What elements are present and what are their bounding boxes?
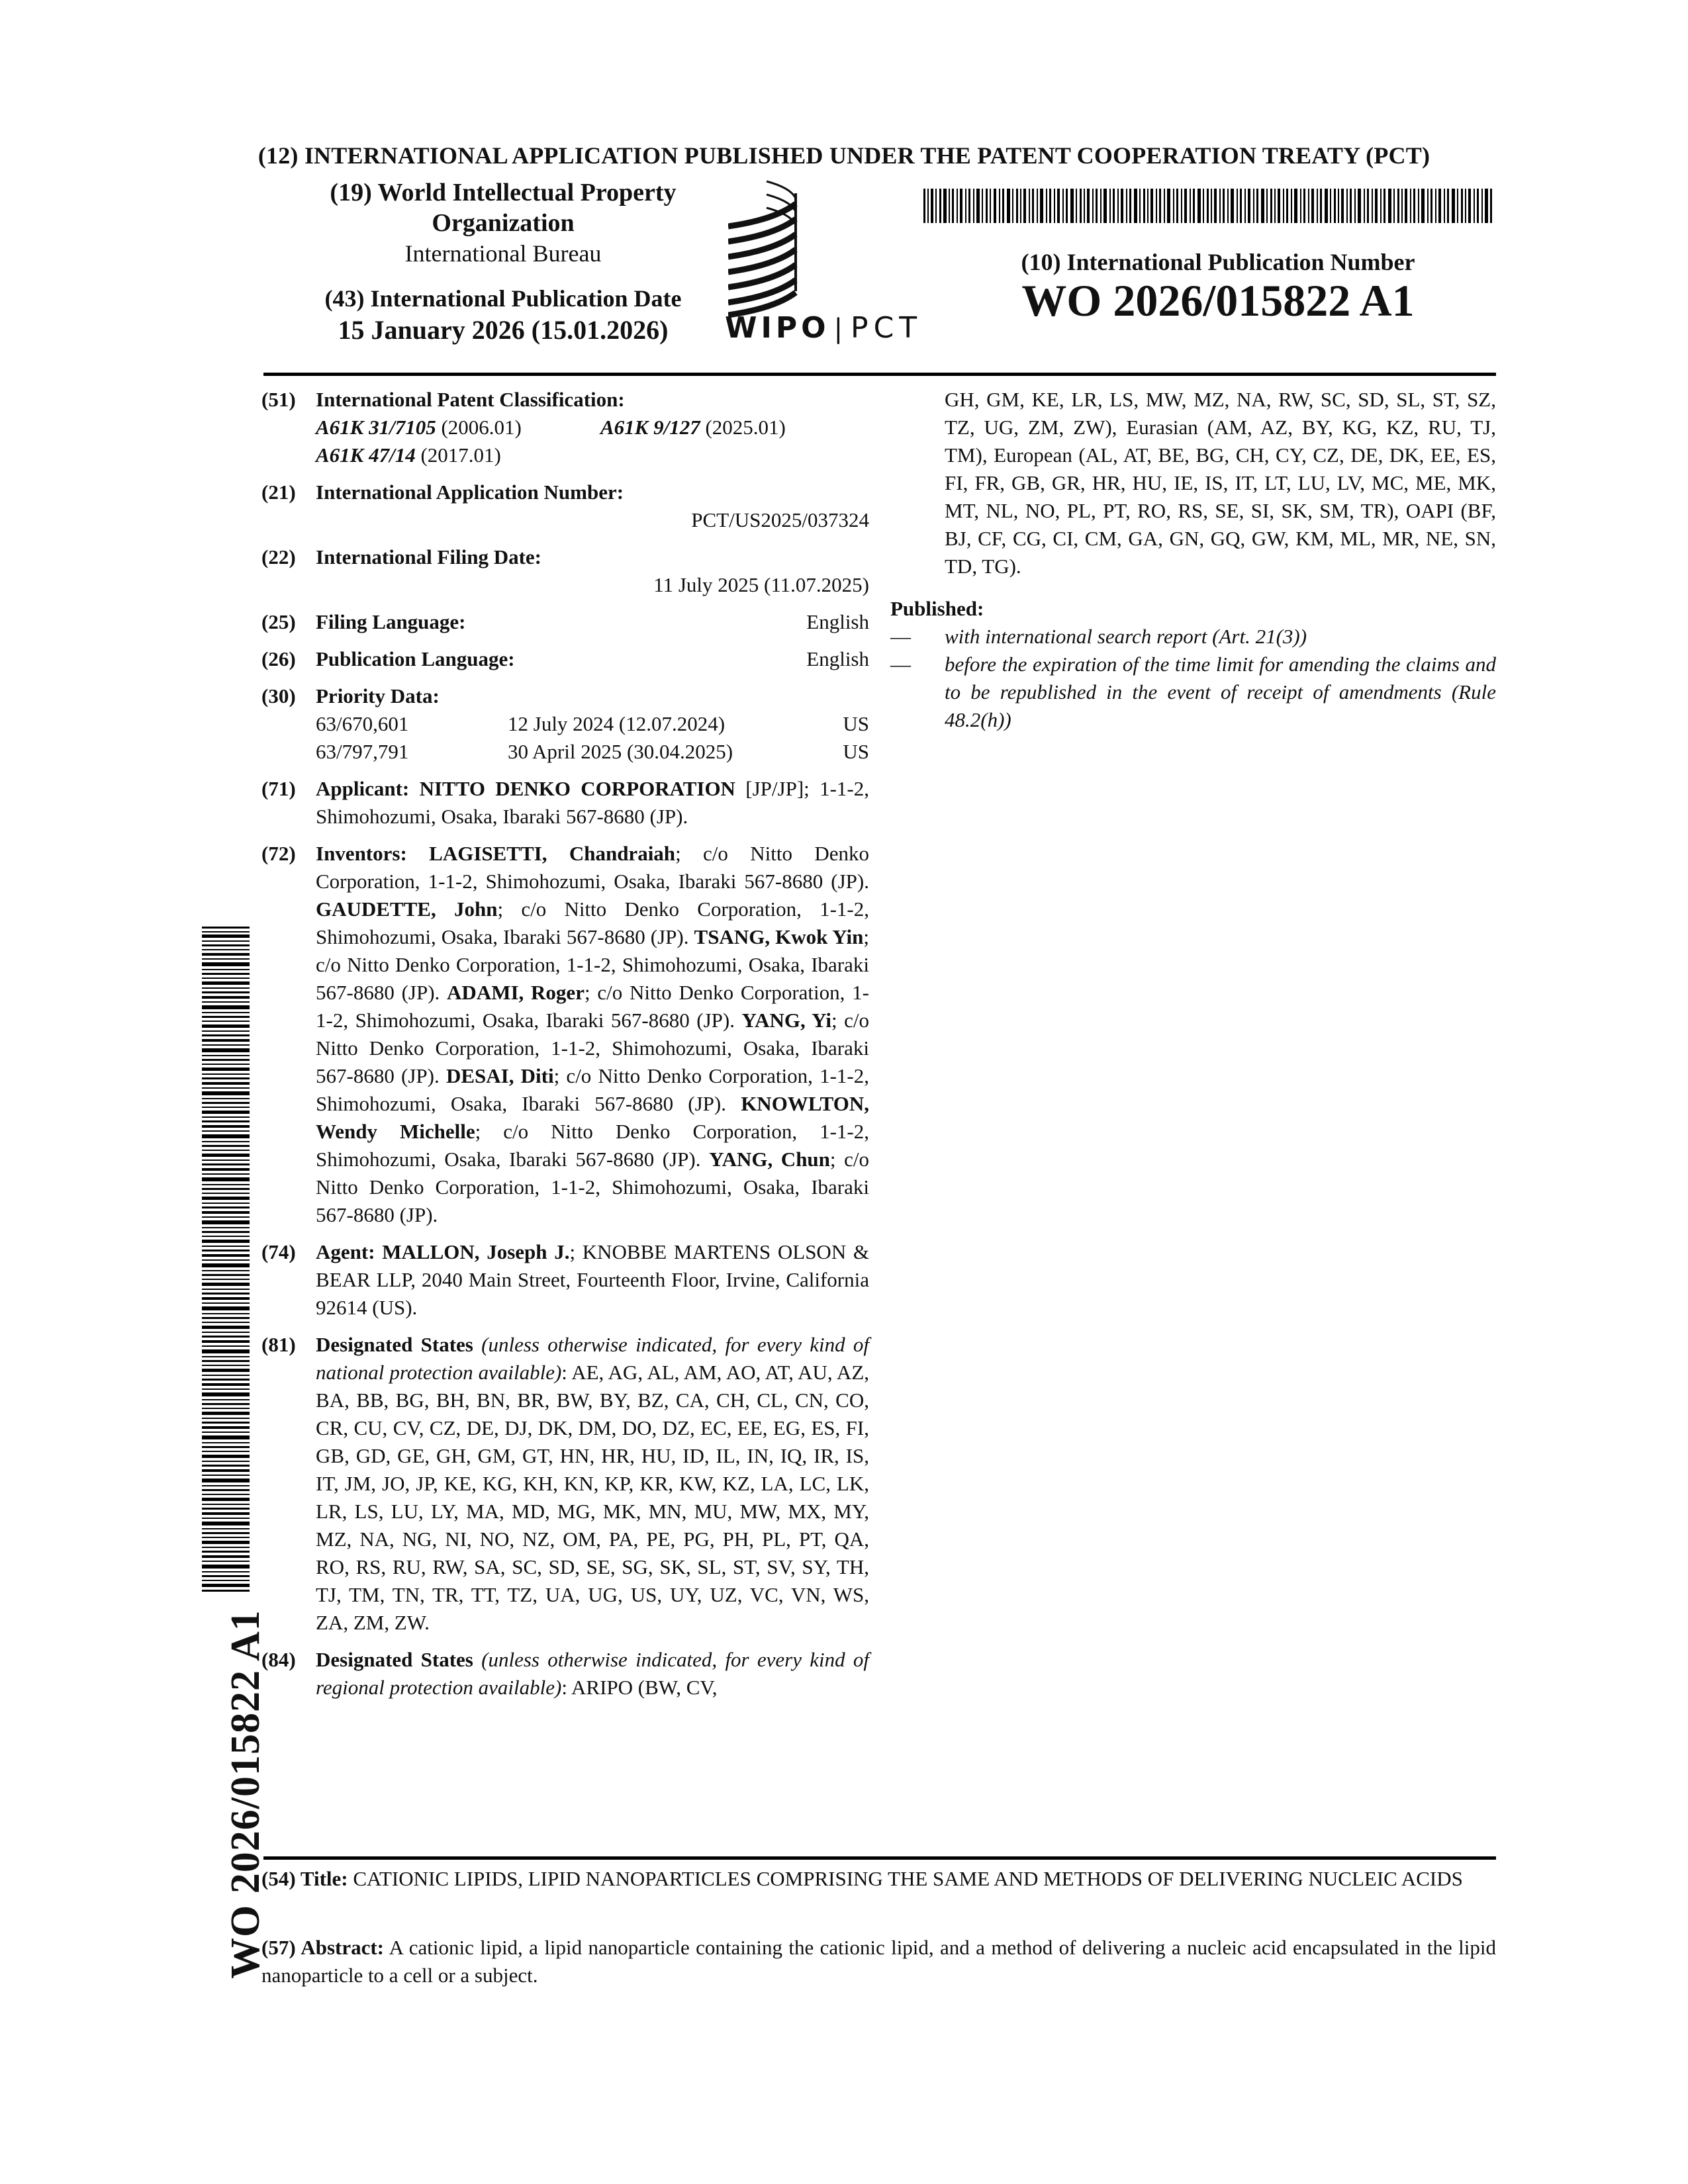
- field-filing-language: [261, 608, 869, 636]
- priority-number: 63/797,791: [316, 740, 409, 763]
- field-number: (71): [261, 777, 296, 800]
- field-qualifier: (unless otherwise indicated, for every kind of national protection available): [316, 1333, 870, 1384]
- published-item: [890, 651, 1496, 734]
- filing-language-value: English: [806, 610, 869, 633]
- abstract-text: A cationic lipid, a lipid nanoparticle containing the cationic lipid, and a method of delivering a nucleic acid encapsulated in the lipid nanoparticle to a cell or a subject.: [261, 1936, 1496, 1987]
- inventor-address: ; c/o Nitto Denko Corporation, 1-1-2, Shimohozumi, Osaka, Ibaraki 567-8680 (JP).: [316, 1148, 869, 1226]
- priority-country: US: [843, 740, 869, 763]
- inventor-address: ; c/o Nitto Denko Corporation, 1-1-2, Shimohozumi, Osaka, Ibaraki 567-8680 (JP).: [316, 897, 870, 948]
- field-number: (84): [261, 1648, 296, 1671]
- header-divider: [263, 373, 1496, 376]
- field-ipc: [261, 386, 869, 469]
- wipo-pct-wordmark: [725, 311, 950, 345]
- inventor-address: ; c/o Nitto Denko Corporation, 1-1-2, Shimohozumi, Osaka, Ibaraki 567-8680 (JP).: [316, 1064, 869, 1115]
- publication-number-label: (10) International Publication Number: [1021, 249, 1415, 275]
- publication-date-block: [278, 283, 728, 347]
- wordmark-wipo: WIPO: [725, 311, 830, 345]
- priority-date: 30 April 2025 (30.04.2025): [508, 740, 733, 763]
- field-label: International Filing Date:: [316, 545, 541, 569]
- ipc-code: A61K 31/7105: [316, 416, 436, 439]
- regional-state-codes-start: : ARIPO (BW, CV,: [561, 1676, 718, 1699]
- ipc-code: A61K 9/127: [600, 416, 700, 439]
- publication-number: WO 2026/015822 A1: [1021, 275, 1415, 326]
- abstract-section: [261, 1934, 1496, 1989]
- office-name-line2: Organization: [432, 209, 575, 237]
- field-label: Inventors:: [316, 842, 407, 865]
- published-item: [890, 623, 1496, 651]
- field-applicant: [261, 775, 869, 831]
- field-label: Priority Data:: [316, 684, 440, 707]
- inventor-name: YANG, Yi: [741, 1009, 831, 1032]
- wordmark-separator: |: [833, 314, 847, 344]
- inventor-address: ; c/o Nitto Denko Corporation, 1-1-2, Shimohozumi, Osaka, Ibaraki 567-8680 (JP).: [316, 1120, 869, 1171]
- published-item-text: before the expiration of the time limit for amending the claims and to be republished in the event of receipt of amendments (Rule 48.2(h)): [945, 653, 1496, 731]
- wordmark-pct: PCT: [851, 311, 923, 345]
- ipc-entry: [600, 414, 786, 441]
- dash-bullet: —: [890, 625, 911, 648]
- field-label: Filing Language:: [316, 610, 466, 633]
- field-qualifier: (unless otherwise indicated, for every kind of regional protection available): [316, 1648, 870, 1699]
- inventor-name: DESAI, Diti: [445, 1064, 554, 1087]
- filing-date-value: 11 July 2025 (11.07.2025): [653, 573, 869, 596]
- field-number: (72): [261, 842, 296, 865]
- national-state-codes: AE, AG, AL, AM, AO, AT, AU, AZ, BA, BB, BG, BH, BN, BR, BW, BY, BZ, CA, CH, CL, CN, CO, CR, CU, CV, CZ, DE, DJ, DK, DM, DO, DZ, EC, EE, EG, ES, FI, GB, GD, GE, GH, GM, GT, HN, HR, HU, ID, IL, IN, IQ, IR, IS, IT, JM, JO, JP, KE, KG, KH, KN, KP, KR, KW, KZ, LA, LC, LK, LR, LS, LU, LY, MA, MD, MG, MK, MN, MU, MW, MX, MY, MZ, NA, NG, NI, NO, NZ, OM, PA, PE, PG, PH, PL, PT, QA, RO, RS, RU, RW, SA, SC, SD, SE, SG, SK, SL, ST, SV, SY, TH, TJ, TM, TN, TR, TT, TZ, UA, UG, US, UY, UZ, VC, VN, WS, ZA, ZM, ZW.: [316, 1361, 870, 1634]
- field-number: (26): [261, 647, 296, 670]
- inventor-name: LAGISETTI, Chandraiah: [429, 842, 676, 865]
- title-text: CATIONIC LIPIDS, LIPID NANOPARTICLES COMPRISING THE SAME AND METHODS OF DELIVERING NUCLEIC ACIDS: [353, 1867, 1463, 1890]
- vertical-publication-number-text: WO 2026/015822 A1: [223, 1610, 268, 1979]
- field-row: [316, 645, 869, 673]
- priority-row: [316, 738, 869, 766]
- field-label: Designated States: [316, 1648, 473, 1671]
- field-label: International Application Number:: [316, 480, 624, 504]
- abstract-label: (57) Abstract:: [261, 1936, 384, 1959]
- inventor-name: ADAMI, Roger: [447, 981, 585, 1004]
- field-designated-states-national: (81) Designated States (unless otherwise indicated, for every kind of national protection available): AE, AG, AL, AM, AO, AT, AU, AZ, BA, BB, BG, BH, BN, BR, BW, BY, BZ, CA, CH, CL, CN, CO, CR, CU, CV, CZ, DE, DJ, DK, DM, DO, DZ, EC, EE, EG, ES, FI, GB, GD, GE, GH, GM, GT, HN, HR, HU, ID, IL, IN, IQ, IR, IS, IT, JM, JO, JP, KE, KG, KH, KN, KP, KR, KW, KZ, LA, LC, LK, LR, LS, LU, LY, MA, MD, MG, MK, MN, MU, MW, MX, MY, MZ, NA, NG, NI, NO, NZ, OM, PA, PE, PG, PH, PL, PT, QA, RO, RS, RU, RW, SA, SC, SD, SE, SG, SK, SL, ST, SV, SY, TH, TJ, TM, TN, TR, TT, TZ, UA, UG, US, UY, UZ, VC, VN, WS, ZA, ZM, ZW.: [261, 1331, 869, 1637]
- ipc-version: (2025.01): [705, 416, 786, 439]
- barcode-icon: [923, 189, 1493, 223]
- document-kind-heading: (12) INTERNATIONAL APPLICATION PUBLISHED UNDER THE PATENT COOPERATION TREATY (PCT): [258, 142, 1430, 169]
- inventor-name: YANG, Chun: [709, 1148, 830, 1171]
- inventor-address: ; c/o Nitto Denko Corporation, 1-1-2, Shimohozumi, Osaka, Ibaraki 567-8680 (JP).: [316, 981, 869, 1032]
- office-subname: International Bureau: [404, 240, 602, 267]
- field-filing-date: [261, 543, 869, 599]
- agent-address: ; KNOBBE MARTENS OLSON & BEAR LLP, 2040 Main Street, Fourteenth Floor, Irvine, California 92614 (US).: [316, 1240, 870, 1319]
- field-number: (74): [261, 1240, 296, 1263]
- field-label: International Patent Classification:: [316, 388, 625, 411]
- title-label: (54) Title:: [261, 1867, 348, 1890]
- office-name-block: [285, 177, 722, 269]
- vertical-barcode-icon: [202, 927, 250, 1595]
- ipc-entry: [316, 414, 600, 441]
- field-designated-states-regional: [261, 1646, 869, 1702]
- field-number: (25): [261, 610, 296, 633]
- priority-number: 63/670,601: [316, 712, 409, 735]
- field-label: Agent:: [316, 1240, 375, 1263]
- regional-state-codes-continued: GH, GM, KE, LR, LS, MW, MZ, NA, RW, SC, SD, SL, ST, SZ, TZ, UG, ZM, ZW), Eurasian (AM, AZ, BY, KG, KZ, RU, TJ, TM), European (AL, AT, BE, BG, CH, CY, CZ, DE, DK, EE, ES, FI, FR, GB, GR, HR, HU, IE, IS, IT, LT, LU, LV, MC, ME, MK, MT, NL, NO, PL, PT, RO, RS, SE, SI, SK, SM, TR), OAPI (BF, BJ, CF, CG, CI, CM, GA, GN, GQ, GW, KM, ML, MR, NE, SN, TD, TG).: [945, 388, 1496, 578]
- ipc-code: A61K 47/14: [316, 443, 416, 467]
- applicant-address: [JP/JP]; 1-1-2, Shimohozumi, Osaka, Ibaraki 567-8680 (JP).: [316, 777, 869, 828]
- ipc-version: (2017.01): [420, 443, 501, 467]
- application-number-value: PCT/US2025/037324: [691, 508, 869, 531]
- publication-date-label: (43) International Publication Date: [324, 285, 682, 312]
- publication-date-value: 15 January 2026 (15.01.2026): [338, 315, 669, 345]
- field-publication-language: [261, 645, 869, 673]
- priority-country: US: [843, 712, 869, 735]
- dash-bullet: —: [890, 653, 911, 676]
- bibliographic-right-column: [890, 386, 1496, 734]
- agent-name: MALLON, Joseph J.: [382, 1240, 570, 1263]
- inventor-address: ; c/o Nitto Denko Corporation, 1-1-2, Shimohozumi, Osaka, Ibaraki 567-8680 (JP).: [316, 925, 869, 1004]
- field-number: (51): [261, 388, 296, 411]
- field-number: (22): [261, 545, 296, 569]
- field-number: (30): [261, 684, 296, 707]
- field-priority-data: [261, 682, 869, 766]
- published-section: [890, 595, 1496, 734]
- applicant-name: NITTO DENKO CORPORATION: [419, 777, 735, 800]
- inventor-name: TSANG, Kwok Yin: [694, 925, 864, 948]
- priority-date: 12 July 2024 (12.07.2024): [508, 712, 726, 735]
- field-inventors: [261, 840, 869, 1229]
- priority-row: [316, 710, 869, 738]
- abstract-divider: [263, 1856, 1496, 1860]
- publication-language-value: English: [806, 647, 869, 670]
- field-number: (21): [261, 480, 296, 504]
- ipc-row: [316, 414, 869, 441]
- published-item-text: with international search report (Art. 21(3)): [945, 625, 1307, 648]
- field-number: (81): [261, 1333, 296, 1356]
- field-application-number: [261, 478, 869, 534]
- published-heading: Published:: [890, 597, 984, 620]
- inventor-name: GAUDETTE, John: [316, 897, 498, 921]
- inventor-name: KNOWLTON, Wendy Michelle: [316, 1092, 869, 1143]
- field-row: [316, 608, 869, 636]
- ipc-version: (2006.01): [441, 416, 522, 439]
- field-label: Applicant:: [316, 777, 410, 800]
- ipc-entry: [316, 441, 869, 469]
- office-name-line1: (19) World Intellectual Property: [330, 179, 677, 206]
- title-section: [261, 1865, 1496, 1893]
- field-label: Designated States: [316, 1333, 473, 1356]
- inventor-address: ; c/o Nitto Denko Corporation, 1-1-2, Shimohozumi, Osaka, Ibaraki 567-8680 (JP).: [316, 842, 869, 893]
- bibliographic-left-column: [261, 386, 869, 1711]
- field-agent: [261, 1238, 869, 1322]
- inventor-address: ; c/o Nitto Denko Corporation, 1-1-2, Shimohozumi, Osaka, Ibaraki 567-8680 (JP).: [316, 1009, 869, 1087]
- field-label: Publication Language:: [316, 647, 515, 670]
